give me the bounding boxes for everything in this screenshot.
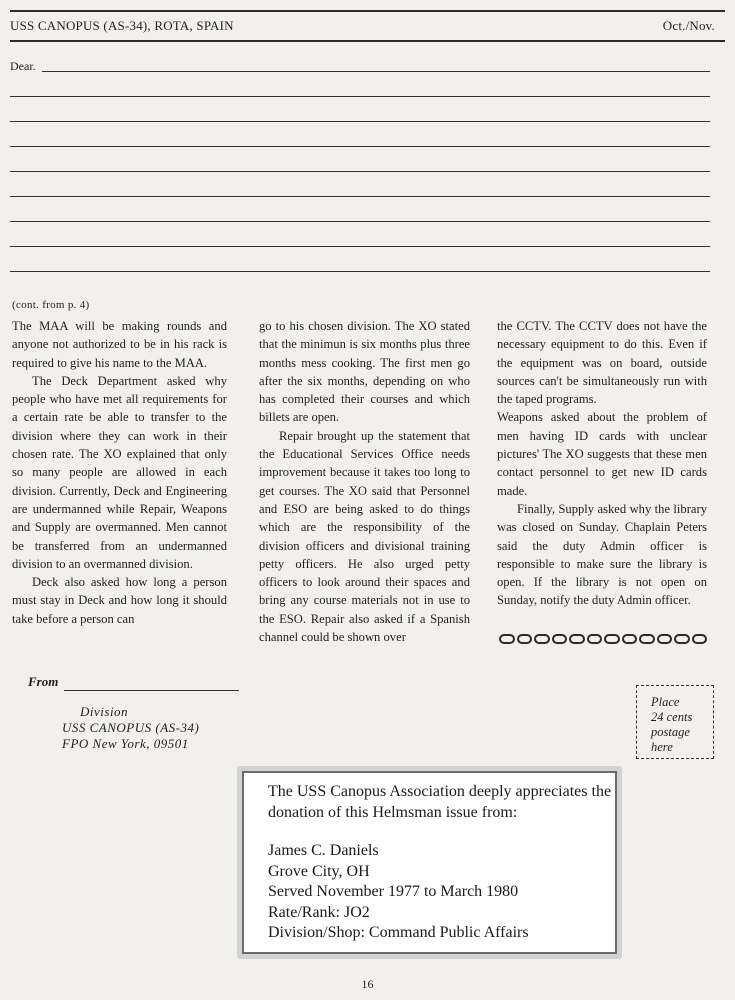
stamp-line: 24 cents [651,710,693,724]
donor-service: Served November 1977 to March 1980 [268,883,519,900]
page-number: 16 [361,977,374,991]
article-paragraph: Weapons asked about the problem of men having ID cards with unclear pictures' The XO suggests that these men contact personnel to get new ID cards made. [497,410,707,498]
chain-divider [498,632,708,646]
donor-division: Division/Shop: Command Public Affairs [268,924,529,941]
salutation: Dear. [10,59,36,73]
article-column-3 [497,317,707,610]
donor-location: Grove City, OH [268,862,370,880]
letter-line [10,271,710,272]
article-paragraph: The Deck Department asked why people who have met all requirements for a certain rate be able to transfer to the division where they can work in their chosen rate. The XO explained that only so many people are allowed in each division. Currently, Deck and Engineering are undermanned while Repair, Weapons and Supply are overmanned. Men cannot be transferred from an undermanned division to an overmanned division. [12,373,227,571]
address-line: Division [80,704,129,719]
article-paragraph: go to his chosen division. The XO stated that the minimun is six months plus three months mess cooking. The first men go after the six months, depending on who has completed their courses and which billets are open. [259,319,470,425]
letter-line [10,121,710,122]
letter-line [10,196,710,197]
continuation-note: (cont. from p. 4) [12,299,90,311]
donor-details [268,841,615,944]
article-paragraph: Repair brought up the statement that the Educational Services Office needs improvement because it takes too long to get courses. The XO said that Personnel and ESO are being asked to do things which are the responsibility of the division officers and divisional training petty officers. He also urged petty officers to look around their spaces and bring any course materials not in use to the ESO. Repair also asked if a Spanish channel could be shown over [259,428,470,645]
from-label: From [28,674,59,689]
article-paragraph: Deck also asked how long a person must stay in Deck and how long it should take before a person can [12,575,227,626]
article-paragraph: the CCTV. The CCTV does not have the necessary equipment to do this. Even if the equipment was on board, outside sources can't be simultaneously run with the taped programs. [497,319,707,407]
address-line: USS CANOPUS (AS-34) [62,720,200,735]
donor-name: James C. Daniels [268,842,379,859]
donor-rate: Rate/Rank: JO2 [268,903,370,921]
letter-line [10,96,710,97]
donation-message: The USS Canopus Association deeply appreciates the donation of this Helmsman issue from: [268,783,612,821]
header-top-rule [10,10,725,12]
letter-line [10,221,710,222]
stamp-line: here [651,740,673,754]
ship-name: USS CANOPUS (AS-34), ROTA, SPAIN [10,18,234,33]
donation-box [242,771,617,954]
article-column-2 [259,317,470,646]
letter-line [42,71,710,72]
stamp-line: Place [651,695,680,709]
article-column-1 [12,317,227,628]
header-bottom-rule [10,40,725,42]
address-line: FPO New York, 09501 [62,736,189,751]
issue-date: Oct./Nov. [662,18,715,33]
letter-line [10,246,710,247]
article-paragraph: The MAA will be making rounds and anyone not authorized to be in his rack is required to give his name to the MAA. [12,319,227,370]
from-line [64,690,239,691]
donation-notice [237,766,622,959]
page-header [10,16,715,36]
stamp-line: postage [651,725,690,739]
stamp-box [636,685,714,759]
letter-line [10,146,710,147]
return-address [62,704,199,752]
letter-line [10,171,710,172]
article-paragraph: Finally, Supply asked why the library was closed on Sunday. Chaplain Peters said the duty Admin officer is responsible to make sure the library is open. If the library is not open on Sunday, notify the duty Admin officer. [497,501,707,608]
